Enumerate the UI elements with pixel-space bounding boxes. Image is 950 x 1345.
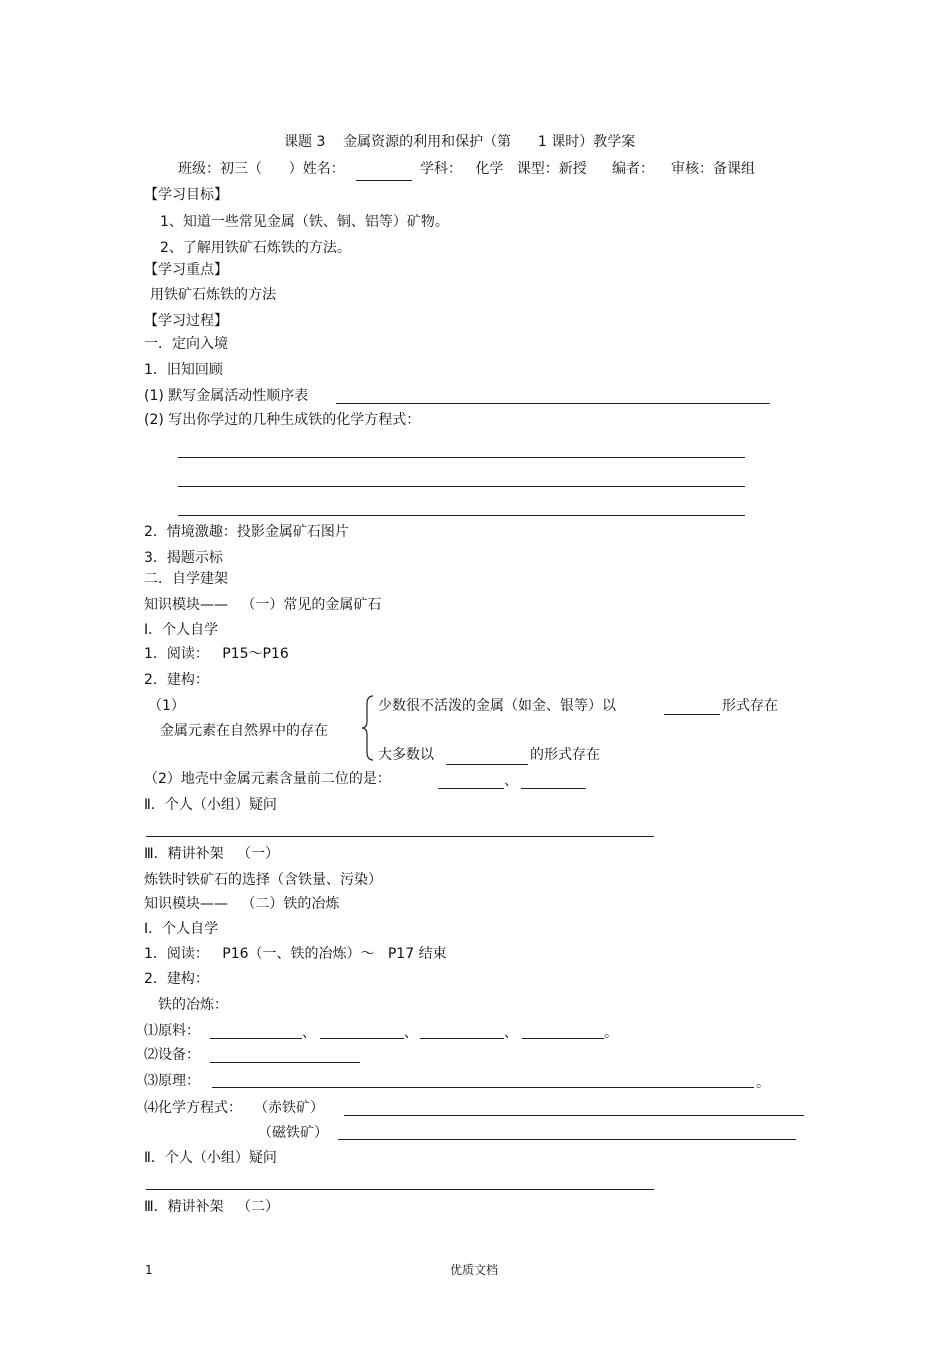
lecture-heading-2: Ⅲ．精讲补架 （二）: [144, 1199, 280, 1215]
separator: 、: [504, 1025, 518, 1041]
answer-line[interactable]: [178, 457, 745, 458]
hematite-label: （赤铁矿）: [254, 1100, 324, 1116]
class-name-label: 班级：初三（ ）姓名：: [178, 161, 345, 177]
smelting-subheading: 铁的冶炼：: [158, 997, 228, 1013]
process-header: 【学习过程】: [144, 313, 228, 329]
raw-materials-label: ⑴原料：: [144, 1023, 200, 1039]
metal-1-blank[interactable]: [438, 788, 504, 789]
doubts-heading: Ⅱ．个人（小组）疑问: [144, 797, 277, 813]
compound-form-blank[interactable]: [446, 764, 528, 765]
form-exists-text-2: 的形式存在: [530, 747, 600, 763]
reading-pages-2: 1．阅读： P16（一、铁的冶炼）～ P17 结束: [144, 946, 447, 962]
page-number: 1: [145, 1263, 153, 1277]
period: 。: [756, 1075, 770, 1091]
page-title: 课题 3 金属资源的利用和保护（第 1 课时）教学案: [284, 134, 636, 150]
equipment-label: ⑵设备：: [144, 1047, 200, 1063]
answer-line[interactable]: [178, 486, 745, 487]
raw-material-blank[interactable]: [522, 1038, 604, 1039]
module-1-title: 知识模块—— （一）常见的金属矿石: [144, 597, 382, 613]
form-blank[interactable]: [664, 714, 720, 715]
doubts-line[interactable]: [146, 836, 654, 837]
doubts-heading-2: Ⅱ．个人（小组）疑问: [144, 1150, 277, 1166]
equipment-blank[interactable]: [210, 1062, 360, 1063]
answer-line[interactable]: [178, 515, 745, 516]
separator: 、: [404, 1025, 418, 1041]
raw-material-blank[interactable]: [420, 1038, 504, 1039]
footer-brand: 优质文档: [450, 1263, 499, 1277]
iron-equations-prompt: (2) 写出你学过的几种生成铁的化学方程式：: [144, 412, 421, 428]
section-1-heading: 一．定向入境: [144, 336, 228, 352]
separator: 、: [302, 1025, 316, 1041]
magnetite-label: （磁铁矿）: [258, 1125, 328, 1141]
focus-header: 【学习重点】: [144, 262, 228, 278]
principle-label: ⑶原理：: [144, 1073, 200, 1089]
editor-label: 编者：: [612, 161, 654, 177]
focus-text: 用铁矿石炼铁的方法: [150, 287, 276, 303]
question-1-number: （1）: [148, 698, 185, 714]
raw-material-blank[interactable]: [320, 1038, 404, 1039]
build-heading-2: 2．建构：: [144, 971, 209, 987]
module-2-title: 知识模块—— （二）铁的冶炼: [144, 896, 340, 912]
lecture-text-1: 炼铁时铁矿石的选择（含铁量、污染）: [144, 872, 382, 888]
raw-material-blank[interactable]: [210, 1038, 302, 1039]
self-study-heading-2: Ⅰ．个人自学: [144, 921, 219, 937]
goal-item: 1、知道一些常见金属（铁、铜、铝等）矿物。: [160, 214, 449, 230]
scenario-heading: 2．情境激趣：投影金属矿石图片: [144, 524, 349, 540]
magnetite-equation-blank[interactable]: [338, 1139, 796, 1140]
build-heading: 2．建构：: [144, 672, 209, 688]
objective-heading: 3．揭题示标: [144, 550, 223, 566]
metal-2-blank[interactable]: [521, 788, 586, 789]
separator: 、: [504, 773, 518, 789]
name-blank[interactable]: [356, 180, 412, 181]
goals-header: 【学习目标】: [144, 187, 228, 203]
equation-label: ⑷化学方程式：: [144, 1100, 242, 1116]
hematite-equation-blank[interactable]: [344, 1115, 804, 1116]
subject-label: 学科： 化学 课型：新授: [420, 161, 587, 177]
inactive-metals-text: 少数很不活泼的金属（如金、银等）以: [378, 698, 616, 714]
self-study-heading: Ⅰ．个人自学: [144, 622, 219, 638]
review-heading: 1．旧知回顾: [144, 362, 223, 378]
lecture-heading-1: Ⅲ．精讲补架 （一）: [144, 846, 280, 862]
section-2-heading: 二．自学建架: [144, 571, 228, 587]
curly-brace-icon: [360, 694, 376, 762]
reviewer-label: 审核：备课组: [671, 161, 755, 177]
most-metals-text: 大多数以: [378, 747, 434, 763]
question-2: （2）地壳中金属元素含量前二位的是：: [144, 771, 391, 787]
form-exists-text: 形式存在: [722, 698, 778, 714]
activity-series-prompt: (1) 默写金属活动性顺序表: [144, 388, 309, 404]
reading-pages: 1．阅读： P15～P16: [144, 646, 289, 662]
principle-blank[interactable]: [212, 1087, 754, 1088]
doubts-line-2[interactable]: [146, 1189, 654, 1190]
activity-series-blank[interactable]: [336, 403, 770, 404]
period: 。: [604, 1025, 618, 1041]
existence-label: 金属元素在自然界中的存在: [160, 723, 328, 739]
goal-item: 2、了解用铁矿石炼铁的方法。: [160, 240, 351, 256]
